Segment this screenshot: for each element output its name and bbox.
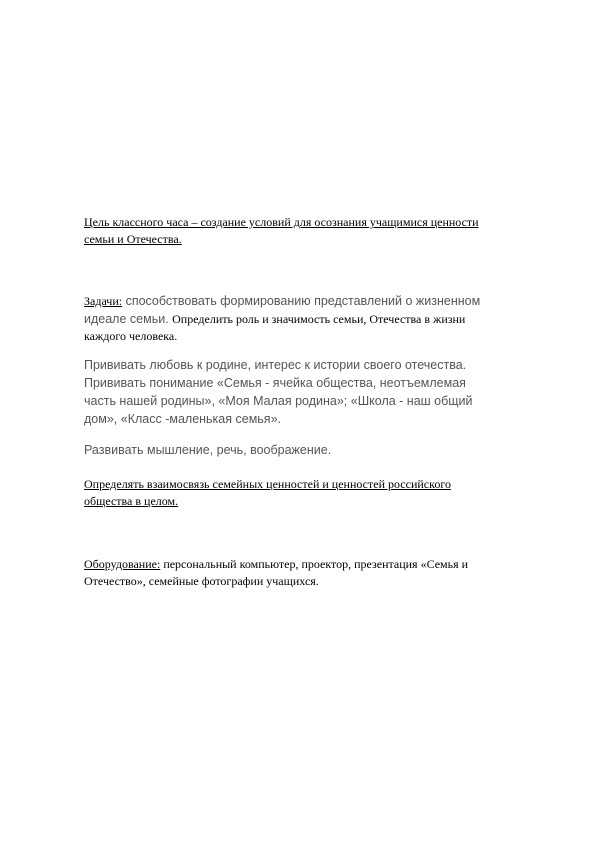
equipment-line-2: Отечество», семейные фотографии учащихся. xyxy=(84,574,319,588)
relation-line-2: общества в целом. xyxy=(84,494,179,508)
tasks-text-1: способствовать формированию представлений о жизненном xyxy=(122,294,481,308)
goal-text-2: семьи и Отечества. xyxy=(84,232,182,246)
tasks-line-1 xyxy=(84,292,554,310)
tasks-line-2 xyxy=(84,310,554,328)
love-line-4: дом», «Класс -маленькая семья». xyxy=(84,412,281,426)
equipment-line-1 xyxy=(84,556,554,573)
relation-paragraph xyxy=(84,476,554,510)
goal-label: Цель классного часа xyxy=(84,215,189,229)
equipment-section xyxy=(84,556,554,590)
develop-line-1: Развивать мышление, речь, воображение. xyxy=(84,443,332,457)
goal-line-2 xyxy=(84,231,554,248)
goal-line-1 xyxy=(84,214,554,231)
relation-line-1: Определять взаимосвязь семейных ценностей и ценностей российского xyxy=(84,477,451,491)
love-paragraph xyxy=(84,356,554,428)
tasks-label: Задачи: xyxy=(84,294,123,308)
equipment-label: Оборудование: xyxy=(84,557,161,571)
tasks-section xyxy=(84,292,554,345)
tasks-line-3 xyxy=(84,328,554,345)
develop-paragraph xyxy=(84,441,554,459)
tasks-text-2b: Определить роль и значимость семьи, Отечества в жизни xyxy=(172,312,466,326)
love-line-1: Прививать любовь к родине, интерес к истории своего отечества. xyxy=(84,358,467,372)
love-line-2: Прививать понимание «Семья - ячейка общества, неотъемлемая xyxy=(84,376,466,390)
equipment-text-1: персональный компьютер, проектор, презентация «Семья и xyxy=(160,557,469,571)
goal-text-1: – создание условий для осознания учащимися ценности xyxy=(188,215,479,229)
tasks-text-3: каждого человека. xyxy=(84,329,178,343)
love-line-3: часть нашей родины», «Моя Малая родина»; «Школа - наш общий xyxy=(84,394,473,408)
goal-section xyxy=(84,214,554,248)
tasks-text-2: идеале семьи. xyxy=(84,312,173,326)
